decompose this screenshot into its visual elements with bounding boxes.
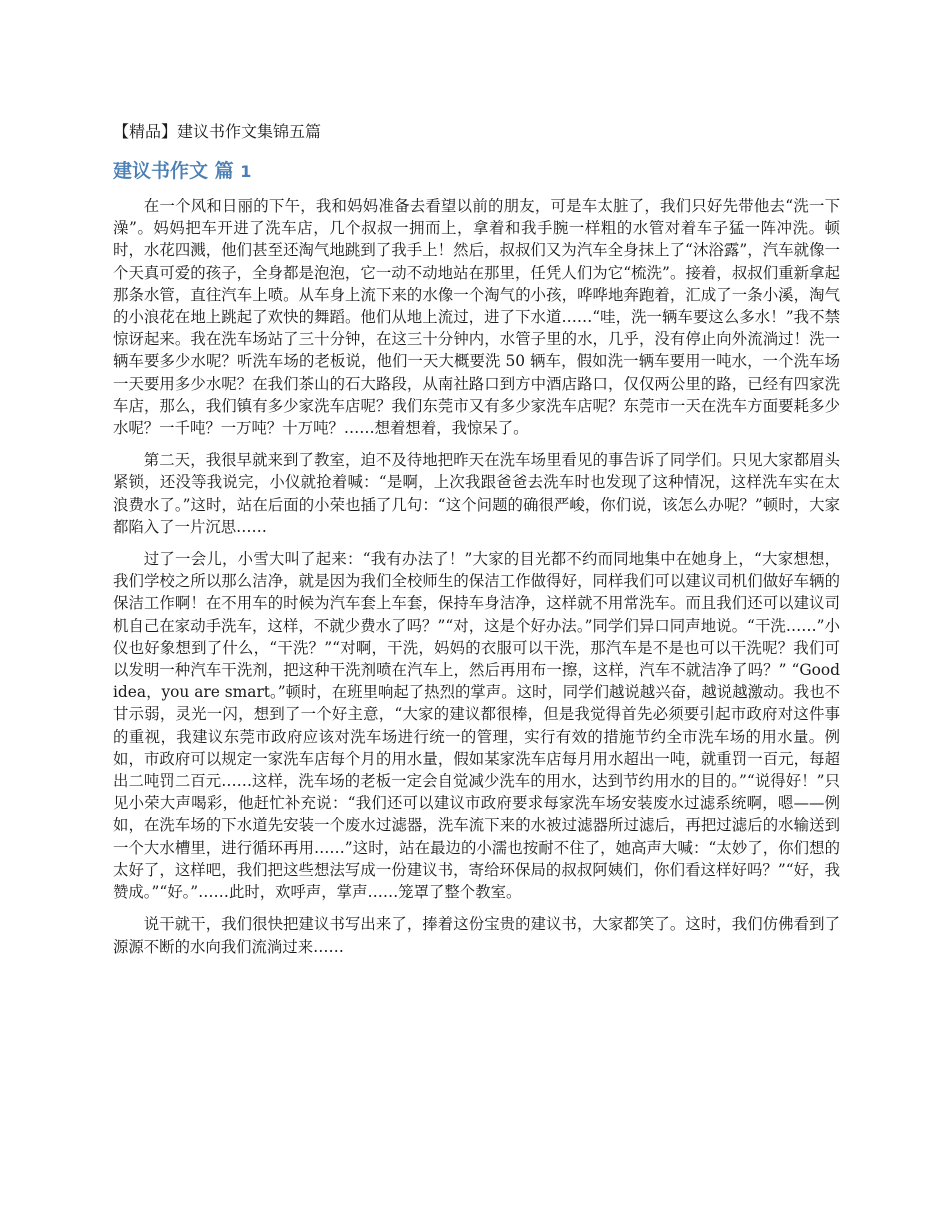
section-heading-text: 建议书作文 篇 — [113, 160, 234, 182]
document-page — [113, 120, 840, 968]
paragraph-3: 过了一会儿，小雪大叫了起来：“我有办法了！”大家的目光都不约而同地集中在她身上，“大家想想，我们学校之所以那么洁净，就是因为我们全校师生的保洁工作做得好，同样我们可以建议司机们做好车辆的保洁工作啊！在不用车的时候为汽车套上车套，保持车身洁净，这样就不用常洗车。而且我们还可以建议司机自己在家动手洗车，这样，不就少费水了吗？”“对，这是个好办法。”同学们异口同声地说。“干洗……”小仪也好象想到了什么，“干洗？”“对啊，干洗，妈妈的衣服可以干洗，那汽车是不是也可以干洗呢？我们可以发明一种汽车干洗剂，把这种干洗剂喷在汽车上，然后再用布一擦，这样，汽车不就洁净了吗？” “Good idea，you are smart。”顿时，在班里响起了热烈的掌声。这时，同学们越说越兴奋，越说越激动。我也不甘示弱，灵光一闪，想到了一个好主意，“大家的建议都很棒，但是我觉得首先必须要引起市政府对这件事的重视，我建议东莞市政府应该对洗车场进行统一的管理，实行有效的措施节约全市洗车场的用水量。例如，市政府可以规定一家洗车店每个月的用水量，假如某家洗车店每月用水超出一吨，就重罚一百元，每超出二吨罚二百元……这样，洗车场的老板一定会自觉减少洗车的用水，达到节约用水的目的。”“说得好！”只见小荣大声喝彩，他赶忙补充说：“我们还可以建议市政府要求每家洗车场安装废水过滤系统啊，嗯——例如，在洗车场的下水道先安装一个废水过滤器，洗车流下来的水被过滤器所过滤后，再把过滤后的水输送到一个大水槽里，进行循环再用……”这时，站在最边的小濡也按耐不住了，她高声大喊：“太妙了，你们想的太好了，这样吧，我们把这些想法写成一份建议书，寄给环保局的叔叔阿姨们，你们看这样好吗？”“好，我赞成。”“好。”……此时，欢呼声，掌声……笼罩了整个教室。 — [113, 550, 840, 902]
section-heading — [113, 156, 840, 187]
paragraph-4: 说干就干，我们很快把建议书写出来了，捧着这份宝贵的建议书，大家都笑了。这时，我们仿佛看到了源源不断的水向我们流淌过来…… — [113, 915, 840, 956]
document-title: 【精品】建议书作文集锦五篇 — [113, 122, 322, 141]
section-heading-number: 1 — [240, 162, 252, 181]
paragraph-2: 第二天，我很早就来到了教室，迫不及待地把昨天在洗车场里看见的事告诉了同学们。只见大家都眉头紧锁，还没等我说完，小仪就抢着喊：“是啊，上次我跟爸爸去洗车时也发现了这种情况，这样洗车实在太浪费水了。”这时，站在后面的小荣也插了几句：“这个问题的确很严峻，你们说，该怎么办呢？”顿时，大家都陷入了一片沉思…… — [113, 451, 840, 536]
paragraph-1: 在一个风和日丽的下午，我和妈妈准备去看望以前的朋友，可是车太脏了，我们只好先带他去“洗一下澡”。妈妈把车开进了洗车店，几个叔叔一拥而上，拿着和我手腕一样粗的水管对着车子猛一阵冲洗。顿时，水花四溅，他们甚至还淘气地跳到了我手上！然后，叔叔们又为汽车全身抹上了“沐浴露”，汽车就像一个天真可爱的孩子，全身都是泡泡，它一动不动地站在那里，任凭人们为它“梳洗”。接着，叔叔们重新拿起那条水管，直往汽车上喷。从车身上流下来的水像一个淘气的小孩，哗哗地奔跑着，汇成了一条小溪，淘气的小浪花在地上跳起了欢快的舞蹈。他们从地上流过，进了下水道……“哇，洗一辆车要这么多水！”我不禁惊讶起来。我在洗车场站了三十分钟，在这三十分钟内，水管子里的水，几乎，没有停止向外流淌过！洗一辆车要多少水呢？听洗车场的老板说，他们一天大概要洗 50 辆车，假如洗一辆车要用一吨水，一个洗车场一天要用多少水呢？在我们茶山的石大路段，从南社路口到方中酒店路口，仅仅两公里的路，已经有四家洗车店，那么，我们镇有多少家洗车店呢？我们东莞市又有多少家洗车店呢？东莞市一天在洗车方面要耗多少水呢？一千吨？一万吨？十万吨？……想着想着，我惊呆了。 — [113, 197, 840, 438]
